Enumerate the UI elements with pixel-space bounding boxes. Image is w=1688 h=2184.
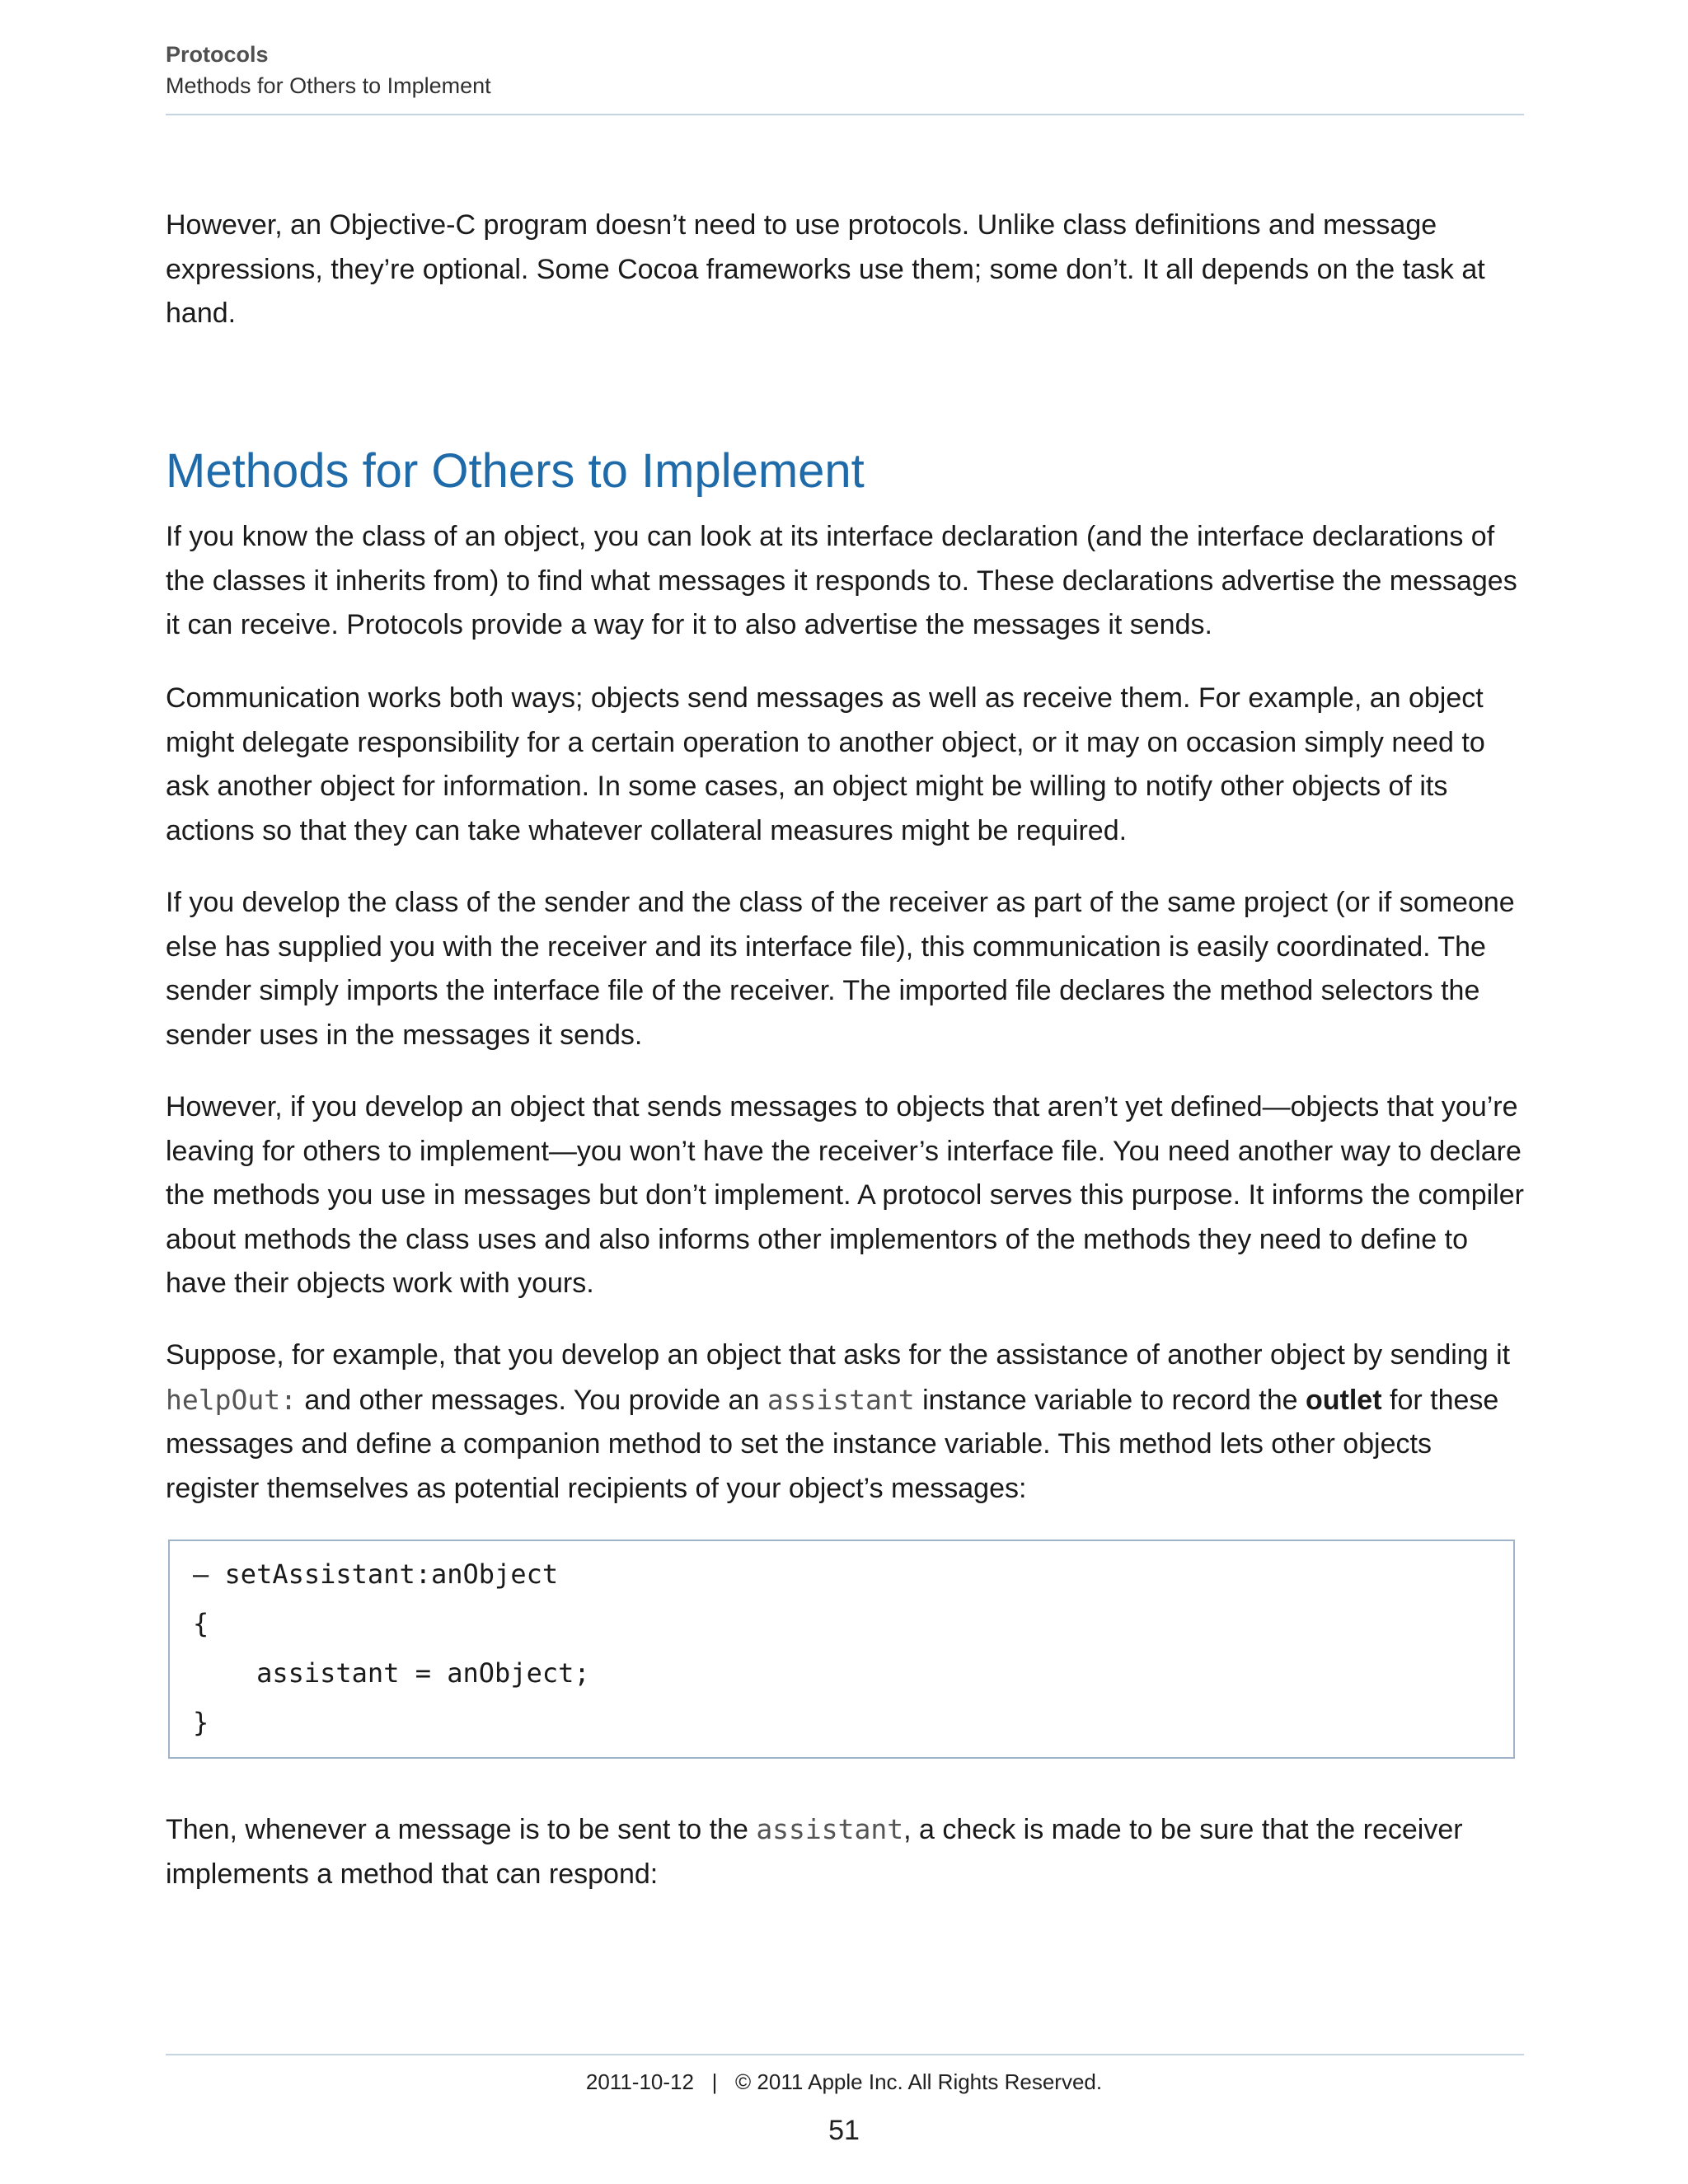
suppose-paragraph-block	[166, 1333, 1524, 1511]
footer-rule	[166, 2054, 1524, 2055]
suppose-paragraph	[166, 1333, 1524, 1511]
text-run: for these messages and define a companion method to set the instance variable. This method lets other objects register themselves as potential recipients of your object’s messages:	[166, 1384, 1499, 1504]
text-run: Suppose, for example, that you develop an object that asks for the assistance of another object by sending it	[166, 1339, 1511, 1371]
text-run: Then, whenever a message is to be sent to the	[166, 1814, 757, 1845]
section-title: Methods for Others to Implement	[166, 444, 865, 498]
page-number: 51	[828, 2115, 860, 2146]
inline-code-assistant: assistant	[756, 1813, 904, 1845]
text-run: , a check is made to be sure that the receiver implements a method that can respond:	[166, 1814, 1463, 1890]
footer-copyright: 2011-10-12 | © 2011 Apple Inc. All Rights Reserved.	[585, 2069, 1103, 2094]
body-paragraph: Communication works both ways; objects send messages as well as receive them. For example, an object might delegate responsibility for a certain operation to another object, or it may on occasion simply need to ask another object for information. In some cases, an object might be willing to notify other objects of its actions so that they can take whatever collateral measures might be required.	[166, 682, 1485, 846]
section-heading-block	[166, 443, 1524, 500]
code-line: {	[193, 1608, 209, 1639]
body-paragraph-1-block	[166, 515, 1524, 648]
then-paragraph	[166, 1807, 1524, 1896]
text-run: and other messages. You provide an	[296, 1384, 767, 1416]
text-run: instance variable to record the	[914, 1384, 1306, 1416]
footer	[0, 2067, 1688, 2097]
body-paragraph: However, if you develop an object that sends messages to objects that aren’t yet defined—objects that you’re leaving for others to implement—you won’t have the receiver’s interface file. You need another way to declare the methods you use in messages but don’t implement. A protocol serves this purpose. It informs the compiler about methods the class uses and also informs other implementors of the methods they need to define to have their objects work with yours.	[166, 1091, 1524, 1299]
then-paragraph-block	[166, 1807, 1524, 1896]
body-paragraph-4-block	[166, 1085, 1524, 1306]
header-rule	[166, 114, 1524, 115]
intro-paragraph: However, an Objective-C program doesn’t need to use protocols. Unlike class definitions and message expressions, they’re optional. Some Cocoa frameworks use them; some don’t. It all depends on the task at hand.	[166, 209, 1485, 329]
code-line: }	[193, 1707, 209, 1738]
bold-term-outlet: outlet	[1306, 1384, 1382, 1416]
body-paragraph: If you know the class of an object, you can look at its interface declaration (and the interface declarations of the classes it inherits from) to find what messages it responds to. These declarations advertise the messages it can receive. Protocols provide a way for it to also advertise the messages it sends.	[166, 521, 1517, 640]
header-section-title: Methods for Others to Implement	[166, 73, 491, 98]
body-paragraph-2-block	[166, 677, 1524, 853]
inline-code-helpout: helpOut:	[166, 1383, 297, 1416]
page-number-block	[0, 2115, 1688, 2147]
header-chapter-title: Protocols	[166, 42, 269, 67]
code-line: – setAssistant:anObject	[193, 1558, 559, 1590]
running-header	[166, 40, 1524, 102]
body-paragraph: If you develop the class of the sender and the class of the receiver as part of the same project (or if someone else has supplied you with the receiver and its interface file), this communication is easily coordinated. The sender simply imports the interface file of the receiver. The imported file declares the method selectors the sender uses in the messages it sends.	[166, 887, 1515, 1051]
code-block	[168, 1540, 1515, 1759]
code-line: assistant = anObject;	[193, 1657, 590, 1689]
body-paragraph-3-block	[166, 881, 1524, 1057]
intro-paragraph-block	[166, 204, 1524, 336]
inline-code-assistant: assistant	[767, 1383, 915, 1416]
